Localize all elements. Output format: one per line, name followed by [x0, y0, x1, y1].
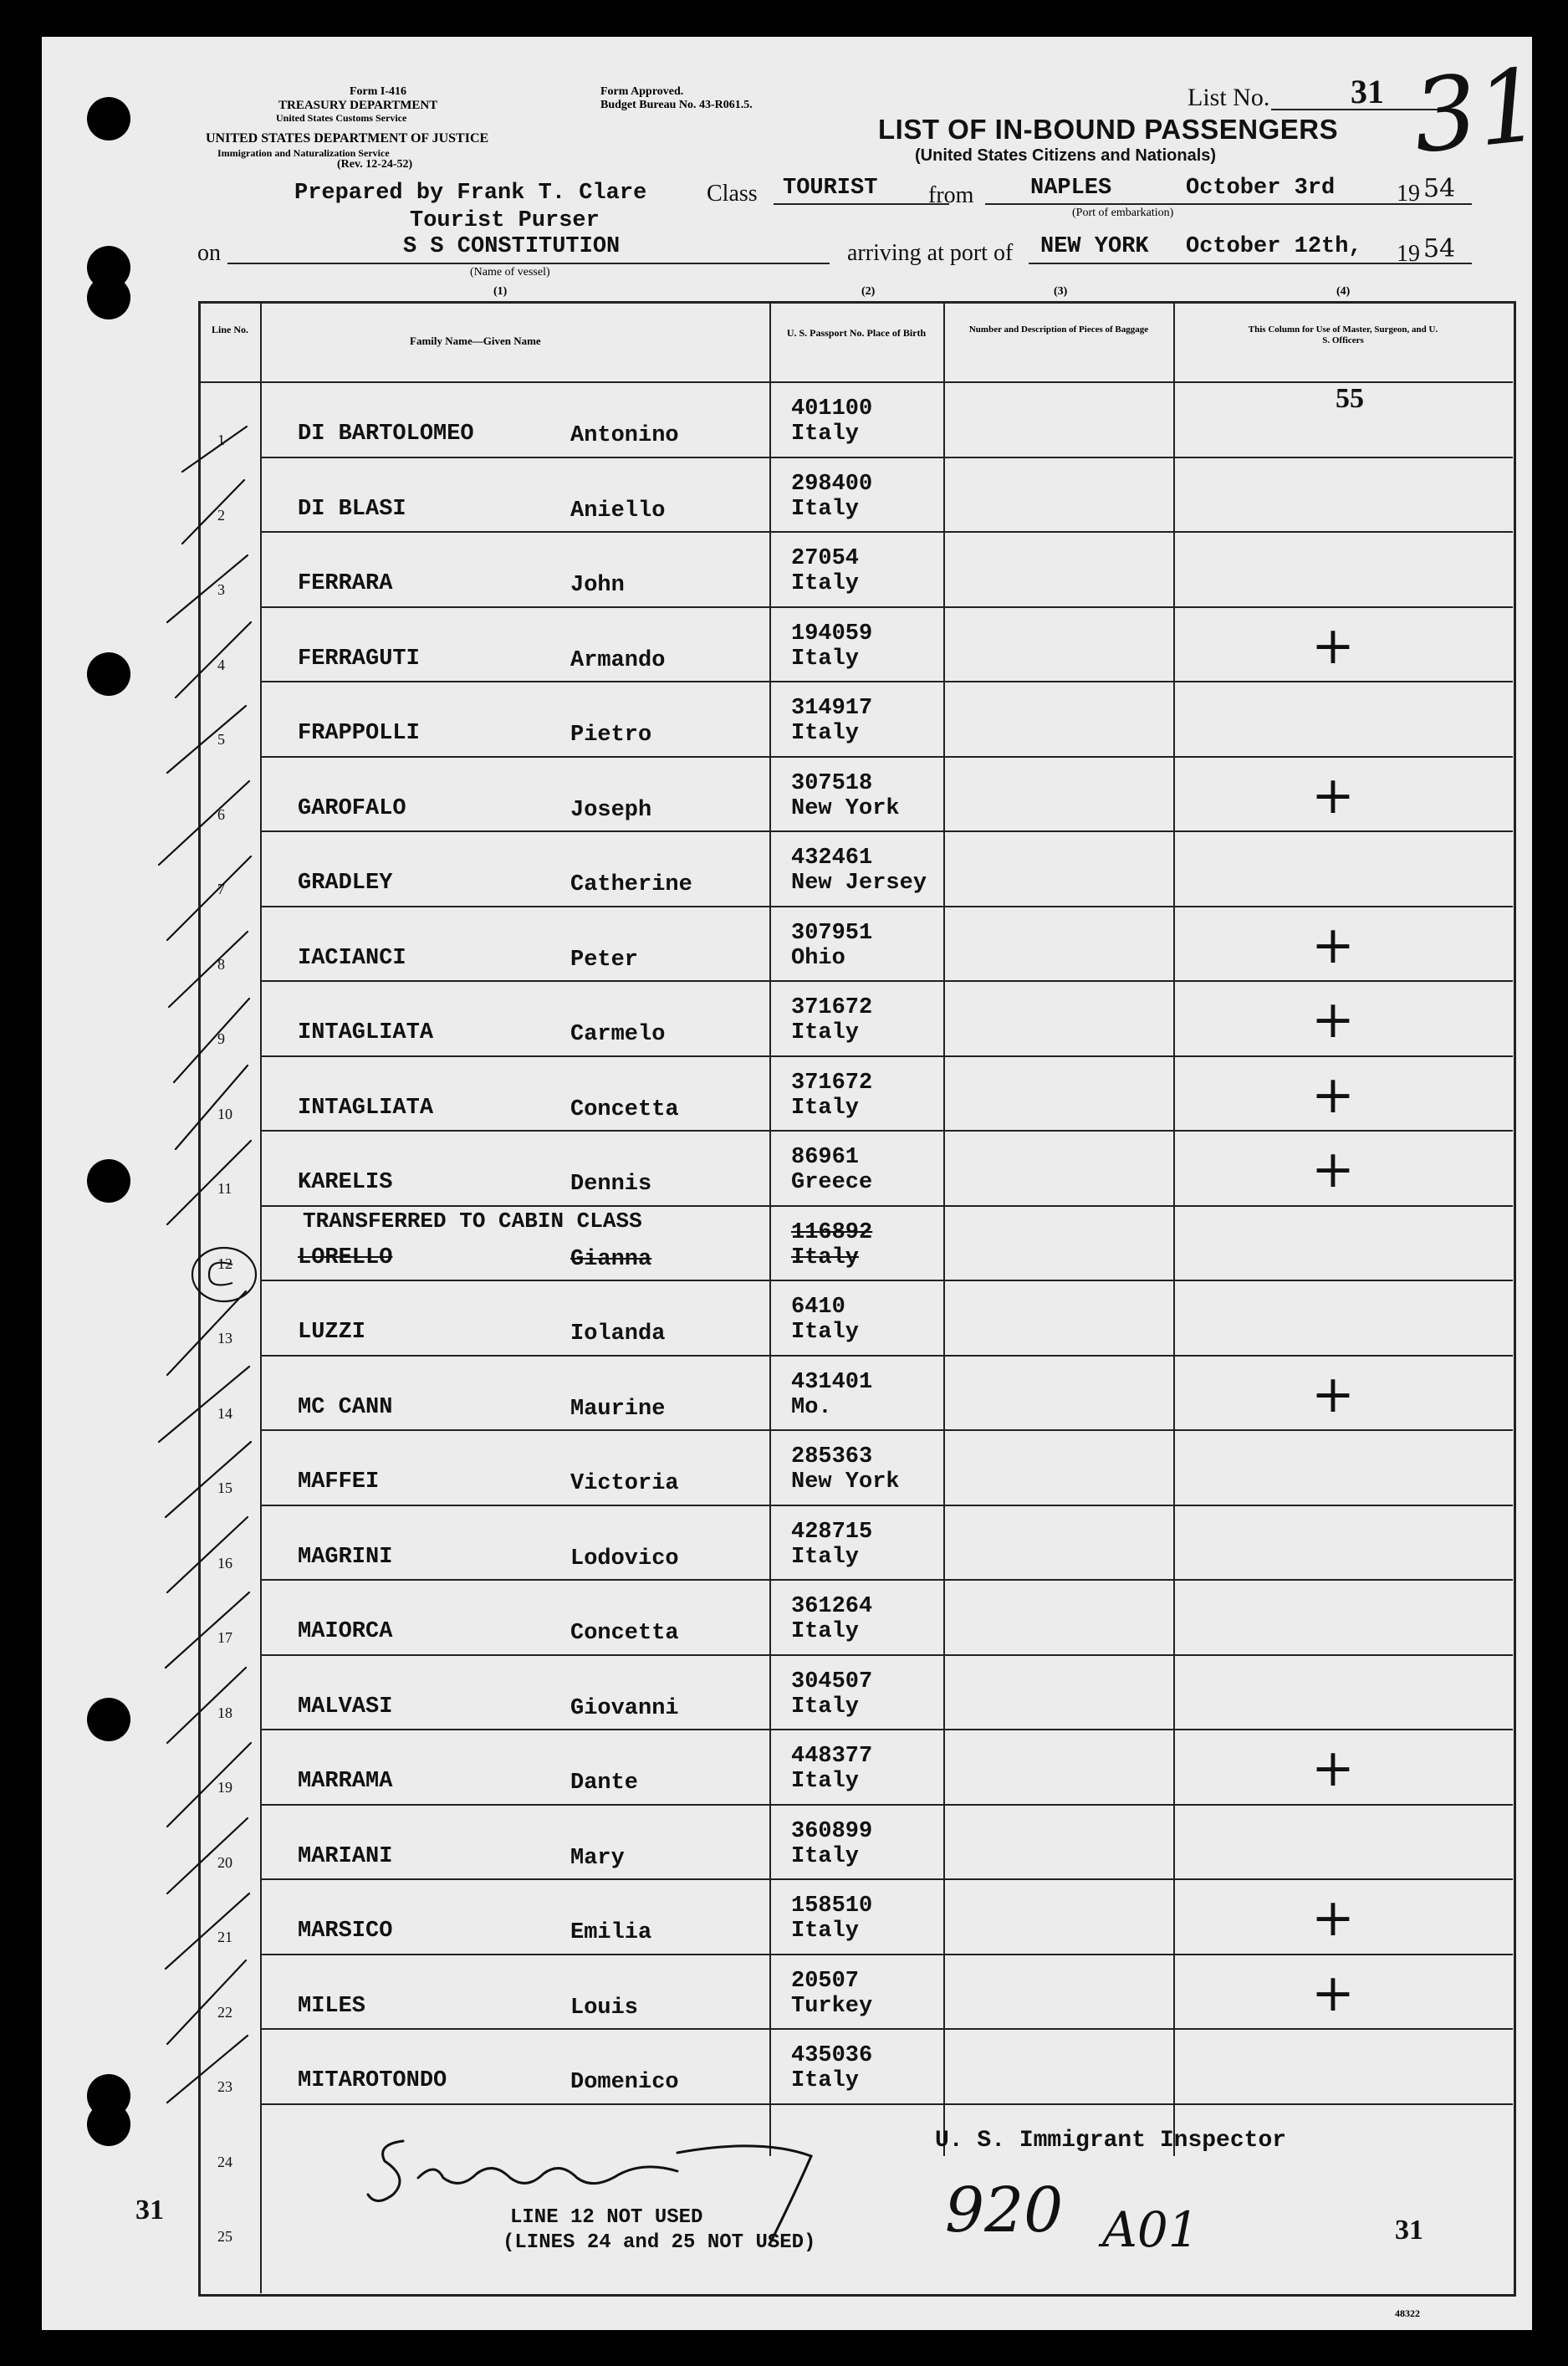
family-name: INTAGLIATA: [298, 1020, 434, 1045]
list-no-right: 31: [1395, 2215, 1423, 2246]
passport-number: 298400: [791, 471, 873, 497]
passport-number: 448377: [791, 1744, 873, 1769]
embark-date: October 3rd: [1186, 176, 1336, 201]
col-divider: [260, 303, 262, 2293]
row-divider: [260, 756, 1513, 758]
family-name: DI BLASI: [298, 496, 406, 522]
from-label: from: [928, 182, 974, 208]
year-prefix-embark: 19: [1397, 181, 1420, 207]
line-number: 24: [217, 2153, 232, 2170]
officer-check-mark: +: [1311, 989, 1355, 1050]
line-number: 20: [217, 1853, 232, 1871]
given-name: Domenico: [570, 2070, 679, 2095]
row-divider: [260, 606, 1513, 608]
passport-number: 116892: [791, 1219, 873, 1245]
passport-number: 371672: [791, 1070, 873, 1096]
row-divider: [260, 1954, 1513, 1955]
given-name: Peter: [570, 947, 639, 973]
place-of-birth: Italy: [791, 571, 860, 596]
not-used-note-1: LINE 12 NOT USED: [510, 2206, 703, 2229]
year-arrival-underline: [1422, 263, 1472, 264]
binder-hole: [87, 2103, 130, 2146]
officer-check-mark: +: [1311, 764, 1355, 825]
line-number: 11: [217, 1180, 232, 1197]
budget-bureau: Budget Bureau No. 43-R061.5.: [600, 99, 753, 111]
given-name: Mary: [570, 1845, 625, 1871]
line-number: 10: [217, 1105, 232, 1122]
year-prefix-arrival: 19: [1397, 241, 1420, 267]
given-name: Catherine: [570, 872, 692, 897]
place-of-birth: Greece: [791, 1170, 873, 1195]
passport-number: 360899: [791, 1818, 873, 1844]
from-underline: [985, 203, 1428, 205]
place-of-birth: New Jersey: [791, 871, 927, 896]
place-of-birth: Italy: [791, 1769, 860, 1794]
given-name: Victoria: [570, 1471, 679, 1496]
col-header-name: Family Name—Given Name: [410, 335, 541, 347]
col-header-passport: U. S. Passport No. Place of Birth: [786, 327, 927, 339]
passport-number: 361264: [791, 1594, 873, 1619]
prepared-by: Prepared by Frank T. Clare: [294, 181, 647, 206]
count-note: 55: [1336, 383, 1364, 414]
family-name: MAIORCA: [298, 1619, 393, 1644]
passport-number: 27054: [791, 546, 860, 571]
line-number: 21: [217, 1929, 232, 1945]
place-of-birth: Italy: [791, 1095, 860, 1121]
passport-number: 371672: [791, 995, 873, 1020]
from-port: NAPLES: [1030, 176, 1112, 201]
col-num-2: (2): [861, 285, 876, 298]
officer-check-mark: +: [1311, 1737, 1355, 1798]
vessel-underline: [227, 263, 830, 264]
family-name: GAROFALO: [298, 795, 406, 821]
document-title: LIST OF IN-BOUND PASSENGERS: [878, 114, 1339, 145]
col-header-baggage: Number and Description of Pieces of Baggage: [968, 324, 1149, 335]
col-header-officers: This Column for Use of Master, Surgeon, and U. S. Officers: [1248, 324, 1438, 345]
line-number: 9: [217, 1030, 225, 1047]
class-underline: [774, 203, 949, 205]
place-of-birth: Italy: [791, 1320, 860, 1345]
passport-number: 307951: [791, 920, 873, 946]
officer-check-mark: +: [1311, 1887, 1355, 1948]
header-divider: [198, 381, 1513, 383]
class-label: Class: [707, 181, 758, 207]
passport-number: 435036: [791, 2043, 873, 2068]
row-divider: [260, 1505, 1513, 1506]
place-of-birth: Mo.: [791, 1394, 832, 1420]
row-divider: [260, 1654, 1513, 1656]
given-name: Concetta: [570, 1621, 679, 1646]
line-number: 18: [217, 1704, 232, 1721]
place-of-birth: Italy: [791, 1244, 860, 1270]
list-no-handwritten: 31: [1407, 47, 1547, 176]
row-divider: [260, 830, 1513, 832]
line-number: 3: [217, 581, 225, 598]
row-divider: [260, 1130, 1513, 1132]
row-note: TRANSFERRED TO CABIN CLASS: [303, 1208, 642, 1234]
row-divider: [260, 1878, 1513, 1880]
arrival-port: NEW YORK: [1040, 234, 1149, 259]
line-number: 8: [217, 955, 225, 973]
officer-check-mark: +: [1311, 614, 1355, 676]
family-name: LORELLO: [298, 1244, 393, 1270]
row-divider: [260, 2103, 1513, 2105]
row-divider: [260, 531, 1513, 533]
vessel-note: (Name of vessel): [470, 266, 550, 279]
place-of-birth: Italy: [791, 496, 860, 522]
family-name: MARSICO: [298, 1919, 393, 1944]
line-number: 25: [217, 2228, 232, 2245]
officer-check-mark: +: [1311, 1063, 1355, 1125]
document-subtitle: (United States Citizens and Nationals): [915, 146, 1217, 165]
class-value: TOURIST: [783, 176, 878, 201]
passport-number: 428715: [791, 1519, 873, 1545]
vessel-name: S S CONSTITUTION: [403, 234, 621, 259]
place-of-birth: New York: [791, 795, 900, 821]
line-number: 14: [217, 1404, 232, 1422]
place-of-birth: Turkey: [791, 1993, 873, 2019]
family-name: KARELIS: [298, 1170, 393, 1195]
col-num-1: (1): [493, 285, 508, 298]
row-divider: [260, 2028, 1513, 2030]
list-no-left: 31: [135, 2195, 164, 2225]
manifest-page: [42, 37, 1547, 2330]
on-label: on: [197, 240, 221, 266]
family-name: MAFFEI: [298, 1469, 380, 1495]
passport-number: 314917: [791, 696, 873, 721]
given-name: Gianna: [570, 1246, 652, 1272]
passport-number: 432461: [791, 846, 873, 871]
passport-number: 431401: [791, 1369, 873, 1395]
given-name: Aniello: [570, 498, 666, 524]
given-name: Carmelo: [570, 1022, 666, 1047]
line-number: 1: [217, 432, 225, 448]
family-name: FERRARA: [298, 571, 393, 596]
passport-number: 304507: [791, 1668, 873, 1694]
given-name: Iolanda: [570, 1321, 666, 1347]
given-name: Pietro: [570, 723, 652, 748]
row-divider: [260, 1280, 1513, 1281]
place-of-birth: Italy: [791, 422, 860, 447]
place-of-birth: Italy: [791, 2068, 860, 2093]
line-number: 5: [217, 731, 225, 748]
passport-number: 20507: [791, 1968, 860, 1994]
line-number: 16: [217, 1554, 232, 1571]
place-of-birth: Italy: [791, 1843, 860, 1869]
col-num-3: (3): [1054, 285, 1068, 298]
given-name: Emilia: [570, 1920, 652, 1945]
line-number: 7: [217, 881, 225, 897]
arrival-date: October 12th,: [1186, 234, 1362, 259]
family-name: FERRAGUTI: [298, 646, 420, 672]
row-divider: [260, 1355, 1513, 1357]
family-name: MC CANN: [298, 1394, 393, 1420]
year-embark: 54: [1423, 174, 1456, 203]
row-divider: [260, 1205, 1513, 1207]
customs-service: United States Customs Service: [276, 112, 407, 124]
given-name: John: [570, 573, 625, 598]
given-name: Joseph: [570, 797, 652, 823]
family-name: FRAPPOLLI: [298, 721, 420, 746]
passport-number: 158510: [791, 1893, 873, 1919]
binder-hole: [87, 97, 130, 141]
row-divider: [260, 906, 1513, 907]
place-of-birth: Italy: [791, 1919, 860, 1944]
line-number: 12: [217, 1255, 232, 1272]
officer-check-mark: +: [1311, 1362, 1355, 1424]
inspector-label: U. S. Immigrant Inspector: [935, 2128, 1287, 2154]
given-name: Armando: [570, 647, 666, 673]
form-number: Form I-416: [350, 85, 407, 98]
given-name: Dante: [570, 1771, 639, 1796]
row-divider: [260, 1729, 1513, 1730]
given-name: Louis: [570, 1995, 639, 2021]
line-number: 2: [217, 506, 225, 524]
binder-hole: [87, 652, 130, 696]
family-name: MARRAMA: [298, 1769, 393, 1794]
officer-check-mark: +: [1311, 913, 1355, 975]
family-name: MALVASI: [298, 1694, 393, 1720]
handwritten-code: 920: [945, 2174, 1064, 2246]
passport-number: 194059: [791, 621, 873, 646]
family-name: MAGRINI: [298, 1544, 393, 1570]
passport-number: 401100: [791, 396, 873, 422]
row-divider: [260, 1429, 1513, 1431]
row-divider: [260, 1804, 1513, 1806]
place-of-birth: Ohio: [791, 945, 845, 971]
line-number: 19: [217, 1779, 232, 1796]
officer-check-mark: +: [1311, 1138, 1355, 1199]
passport-number: 86961: [791, 1145, 860, 1170]
list-no-label: List No.: [1187, 84, 1270, 111]
family-name: MITAROTONDO: [298, 2068, 447, 2093]
col-header-line-no: Line No.: [211, 324, 248, 335]
year-embark-underline: [1422, 203, 1472, 205]
place-of-birth: New York: [791, 1469, 900, 1495]
family-name: IACIANCI: [298, 945, 406, 971]
year-arrival: 54: [1423, 234, 1456, 263]
list-no-value: 31: [1351, 73, 1384, 110]
place-of-birth: Italy: [791, 721, 860, 746]
family-name: MARIANI: [298, 1843, 393, 1869]
not-used-note-2: (LINES 24 and 25 NOT USED): [503, 2231, 816, 2254]
place-of-birth: Italy: [791, 1020, 860, 1045]
given-name: Giovanni: [570, 1695, 679, 1721]
port-embark-note: (Port of embarkation): [1072, 207, 1174, 219]
row-divider: [260, 681, 1513, 682]
place-of-birth: Italy: [791, 1544, 860, 1570]
printer-code: 48322: [1395, 2307, 1420, 2319]
row-divider: [260, 1579, 1513, 1581]
family-name: GRADLEY: [298, 871, 393, 896]
passport-number: 6410: [791, 1295, 845, 1320]
line-number: 22: [217, 2003, 232, 2021]
treasury-department: TREASURY DEPARTMENT: [278, 99, 438, 112]
family-name: DI BARTOLOMEO: [298, 422, 474, 447]
family-name: INTAGLIATA: [298, 1095, 434, 1121]
passport-number: 285363: [791, 1444, 873, 1469]
line-number: 23: [217, 2078, 232, 2095]
given-name: Antonino: [570, 423, 679, 448]
place-of-birth: Italy: [791, 1619, 860, 1644]
given-name: Concetta: [570, 1096, 679, 1122]
line-number: 6: [217, 805, 225, 823]
line-number: 13: [217, 1330, 232, 1347]
arrival-underline: [1029, 263, 1430, 264]
form-approved: Form Approved.: [600, 85, 684, 98]
binder-hole: [87, 1698, 130, 1741]
officer-check-mark: +: [1311, 1961, 1355, 2023]
place-of-birth: Italy: [791, 646, 860, 672]
line-number: 17: [217, 1629, 232, 1646]
line-number: 4: [217, 656, 225, 673]
row-divider: [260, 980, 1513, 982]
line-number: 15: [217, 1479, 232, 1496]
binder-hole: [87, 276, 130, 319]
given-name: Lodovico: [570, 1546, 679, 1571]
place-of-birth: Italy: [791, 1694, 860, 1720]
row-divider: [260, 457, 1513, 458]
passport-number: 307518: [791, 770, 873, 796]
prepared-role: Tourist Purser: [410, 208, 600, 233]
department-of-justice: UNITED STATES DEPARTMENT OF JUSTICE: [206, 131, 489, 146]
family-name: MILES: [298, 1993, 366, 2019]
binder-hole: [87, 1159, 130, 1203]
handwritten-initials: A01: [1102, 2201, 1199, 2258]
given-name: Maurine: [570, 1396, 666, 1422]
ins-service: Immigration and Naturalization Service: [217, 147, 390, 159]
form-revision: (Rev. 12-24-52): [337, 158, 413, 171]
given-name: Dennis: [570, 1172, 652, 1197]
row-divider: [260, 1055, 1513, 1057]
arriving-label: arriving at port of: [847, 240, 1014, 266]
family-name: LUZZI: [298, 1320, 366, 1345]
col-num-4: (4): [1336, 285, 1351, 298]
